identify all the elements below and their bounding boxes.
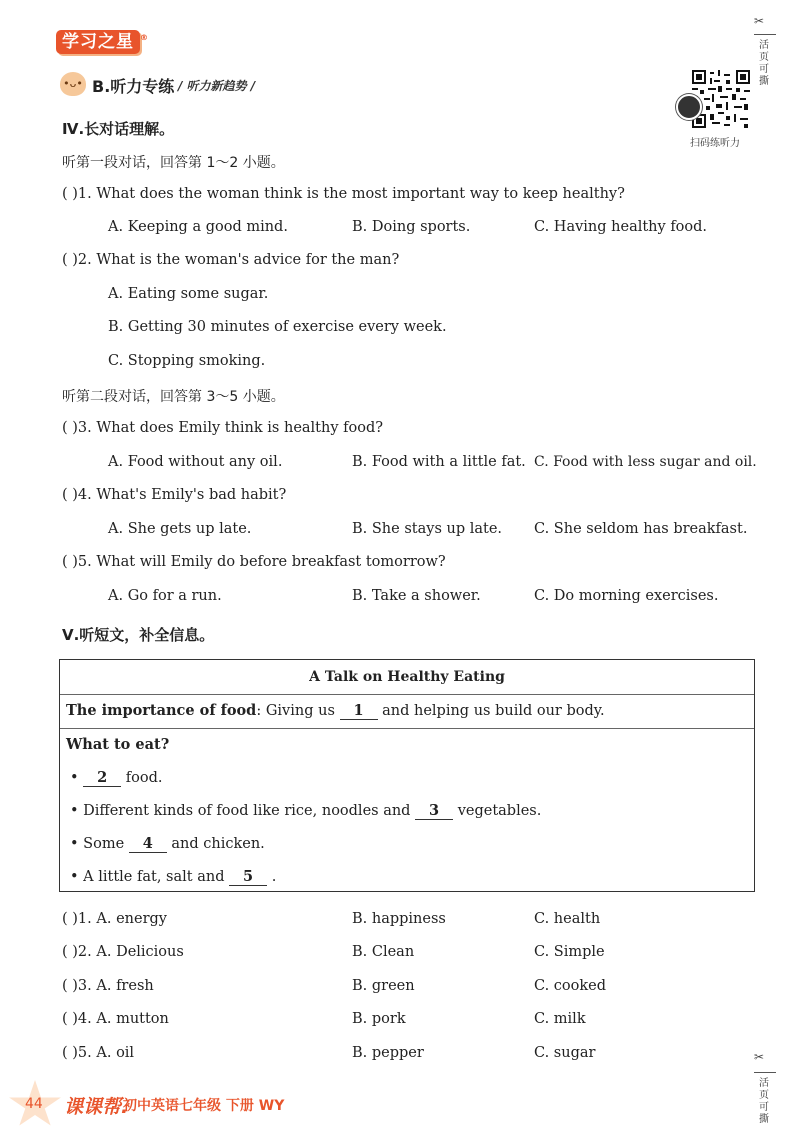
bullet-3: • Some 4 and chicken. xyxy=(70,835,265,852)
answer-bracket[interactable]: ( )5. xyxy=(62,1045,92,1061)
option: A. She gets up late. xyxy=(108,521,252,537)
footer-brand: 课课帮. xyxy=(64,1096,129,1118)
dialogue1-instruction: 听第一段对话，回答第 1～2 小题。 xyxy=(62,155,285,171)
blank-1[interactable]: 1 xyxy=(340,702,378,720)
bullet-4: • A little fat, salt and 5 . xyxy=(70,868,277,885)
option: C. cooked xyxy=(534,978,607,994)
answer-row-2: ( )2. A. Delicious xyxy=(62,944,184,960)
option: A. Go for a run. xyxy=(108,588,222,604)
option: B. Doing sports. xyxy=(352,219,471,235)
answer-bracket[interactable]: ( )4. xyxy=(62,487,92,503)
option: C. sugar xyxy=(534,1045,596,1061)
importance-row: The importance of food: Giving us 1 and helping us build our body. xyxy=(66,702,605,719)
bullet-1: • 2 food. xyxy=(70,769,163,786)
option: C. Stopping smoking. xyxy=(108,353,266,369)
option: A. Keeping a good mind. xyxy=(108,219,288,235)
option: B. Food with a little fat. xyxy=(352,454,526,470)
qr-caption: 扫码练听力 xyxy=(690,138,740,149)
part4-heading: Ⅳ.长对话理解。 xyxy=(62,120,175,138)
scissors-icon: ✂ xyxy=(754,1050,765,1064)
part5-heading: Ⅴ.听短文，补全信息。 xyxy=(62,626,215,644)
dialogue2-instruction: 听第二段对话，回答第 3～5 小题。 xyxy=(62,389,285,405)
option: C. health xyxy=(534,911,601,927)
option: B. Take a shower. xyxy=(352,588,481,604)
mascot-icon xyxy=(676,94,702,120)
option: A. Food without any oil. xyxy=(108,454,283,470)
tear-label-bottom: 活页可撕 xyxy=(759,1078,769,1125)
question-1: ( )1. What does the woman think is the most important way to keep healthy? xyxy=(62,186,625,202)
question-2: ( )2. What is the woman's advice for the man? xyxy=(62,252,400,268)
option: C. Simple xyxy=(534,944,605,960)
question-5: ( )5. What will Emily do before breakfast tomorrow? xyxy=(62,554,446,570)
option: B. green xyxy=(352,978,415,994)
page-number: 44 xyxy=(25,1096,43,1112)
answer-row-5: ( )5. A. oil xyxy=(62,1045,135,1061)
tear-label-top: 活页可撕 xyxy=(759,40,769,87)
option: B. She stays up late. xyxy=(352,521,503,537)
option: B. Getting 30 minutes of exercise every week. xyxy=(108,319,447,335)
option: B. pork xyxy=(352,1011,406,1027)
face-icon: •ᴗ• xyxy=(60,72,86,96)
what-to-eat-label: What to eat? xyxy=(66,736,170,753)
option: B. pepper xyxy=(352,1045,424,1061)
question-3: ( )3. What does Emily think is healthy food? xyxy=(62,420,384,436)
table-title: A Talk on Healthy Eating xyxy=(309,669,505,685)
answer-bracket[interactable]: ( )2. xyxy=(62,944,92,960)
answer-bracket[interactable]: ( )3. xyxy=(62,978,92,994)
blank-4[interactable]: 4 xyxy=(129,835,167,853)
answer-bracket[interactable]: ( )1. xyxy=(62,911,92,927)
blank-3[interactable]: 3 xyxy=(415,802,453,820)
answer-bracket[interactable]: ( )5. xyxy=(62,554,92,570)
option: C. Do morning exercises. xyxy=(534,588,719,604)
answer-bracket[interactable]: ( )1. xyxy=(62,186,92,202)
scissors-icon: ✂ xyxy=(754,14,765,28)
answer-row-4: ( )4. A. mutton xyxy=(62,1011,169,1027)
option: C. milk xyxy=(534,1011,586,1027)
option: A. Eating some sugar. xyxy=(108,286,269,302)
option: B. happiness xyxy=(352,911,446,927)
section-title: B.听力专练 xyxy=(92,77,175,96)
info-table xyxy=(59,659,755,892)
option: B. Clean xyxy=(352,944,415,960)
question-4: ( )4. What's Emily's bad habit? xyxy=(62,487,287,503)
option: C. Food with less sugar and oil. xyxy=(534,454,757,470)
blank-2[interactable]: 2 xyxy=(83,769,121,787)
option: C. She seldom has breakfast. xyxy=(534,521,748,537)
option: C. Having healthy food. xyxy=(534,219,708,235)
footer-book-title: 初中英语七年级 下册 WY xyxy=(123,1098,285,1114)
answer-bracket[interactable]: ( )3. xyxy=(62,420,92,436)
section-subtitle: / 听力新趋势 / xyxy=(178,79,256,93)
bullet-2: • Different kinds of food like rice, noodles and 3 vegetables. xyxy=(70,802,542,819)
answer-row-1: ( )1. A. energy xyxy=(62,911,167,927)
blank-5[interactable]: 5 xyxy=(229,868,267,886)
brand-logo: 学习之星 ® xyxy=(56,30,140,54)
answer-bracket[interactable]: ( )2. xyxy=(62,252,92,268)
answer-bracket[interactable]: ( )4. xyxy=(62,1011,92,1027)
qr-code-icon[interactable] xyxy=(692,70,750,128)
answer-row-3: ( )3. A. fresh xyxy=(62,978,154,994)
